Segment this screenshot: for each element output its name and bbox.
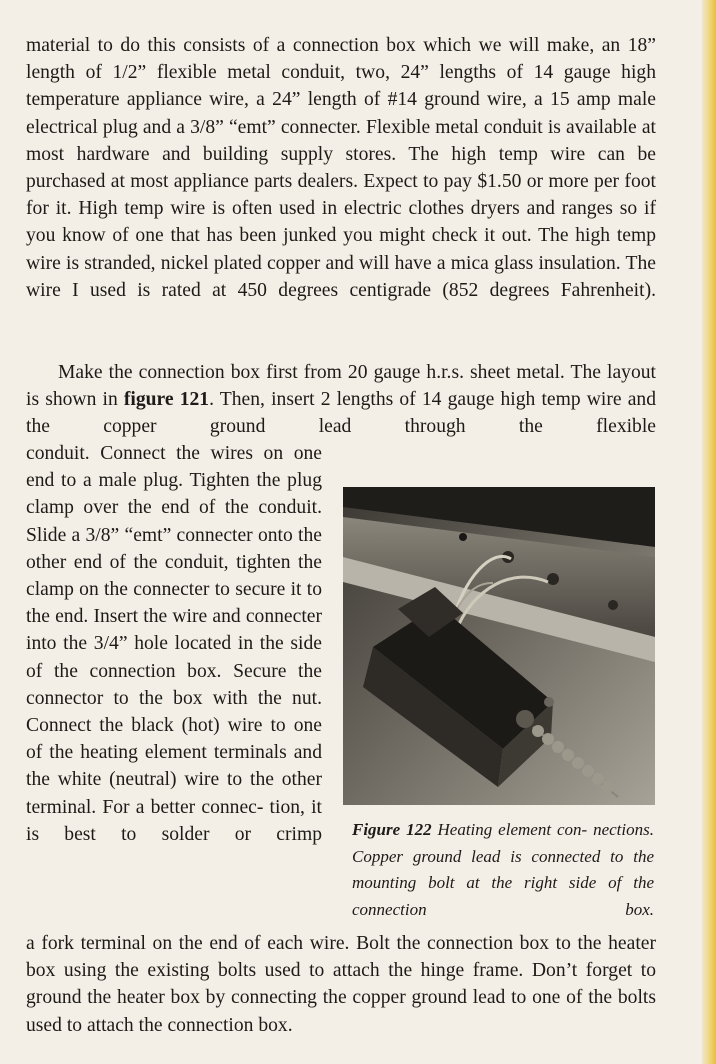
page-edge-strip: [702, 0, 716, 1064]
figure-122-caption: [352, 817, 654, 923]
mid-paragraph: [26, 359, 656, 441]
top-paragraph: material to do this consists of a connection box which we will make, an 18” length of 1/2” flexible metal conduit, two, 24” lengths of 14 gauge high temperature appliance wire, a 24” length of #14 ground wire, a 15 amp male electrical plug and a 3/8” “emt” connecter. Flexible metal conduit is available at most hardware and building supply stores. The high temp wire can be purchased at most appliance parts dealers. Expect to pay $1.50 or more per foot for it. High temp wire is often used in electric clothes dryers and ranges so if you know of one that has been junked you might check it out. The high temp wire is stranded, nickel plated copper and will have a mica glass insulation. The wire I used is rated at 450 degrees centigrade (852 degrees Fahrenheit).: [26, 35, 656, 301]
bottom-paragraph: a fork terminal on the end of each wire. Bolt the connection box to the heater box using the existing bolts used to attach the hinge frame. Don’t forget to ground the heater box by connecting the copper ground lead to one of the bolts used to attach the connection box.: [26, 933, 656, 1036]
figure-122-label: Figure 122: [352, 820, 432, 839]
mid-paragraph-before: Make the connection box first from 20 gauge h.r.s. sheet metal. The layout is shown in: [26, 362, 656, 411]
figure-121-reference: figure 121: [123, 389, 210, 411]
figure-122-photo: [343, 487, 655, 805]
heating-element-photo-illustration: [343, 487, 655, 805]
left-column-paragraph: conduit. Connect the wires on one end to a male plug. Tighten the plug clamp over the end of the conduit. Slide a 3/8” “emt” connecter onto the other end of the conduit, tighten the clamp on the connecter to secure it to the end. Insert the wire and connecter into the 3/4” hole located in the side of the connection box. Secure the connector to the box with the nut. Connect the black (hot) wire to one of the heating element terminals and the white (neutral) wire to the other terminal. For a better connec- tion, it is best to solder or crimp: [26, 443, 322, 845]
figure-122-caption-text: Heating element con- nections. Copper ground lead is connected to the mounting bolt at the right side of the connection box.: [352, 820, 654, 919]
mid-paragraph-after: . Then, insert 2 lengths of 14 gauge high temp wire and the copper ground lead through the flexible: [26, 389, 656, 438]
